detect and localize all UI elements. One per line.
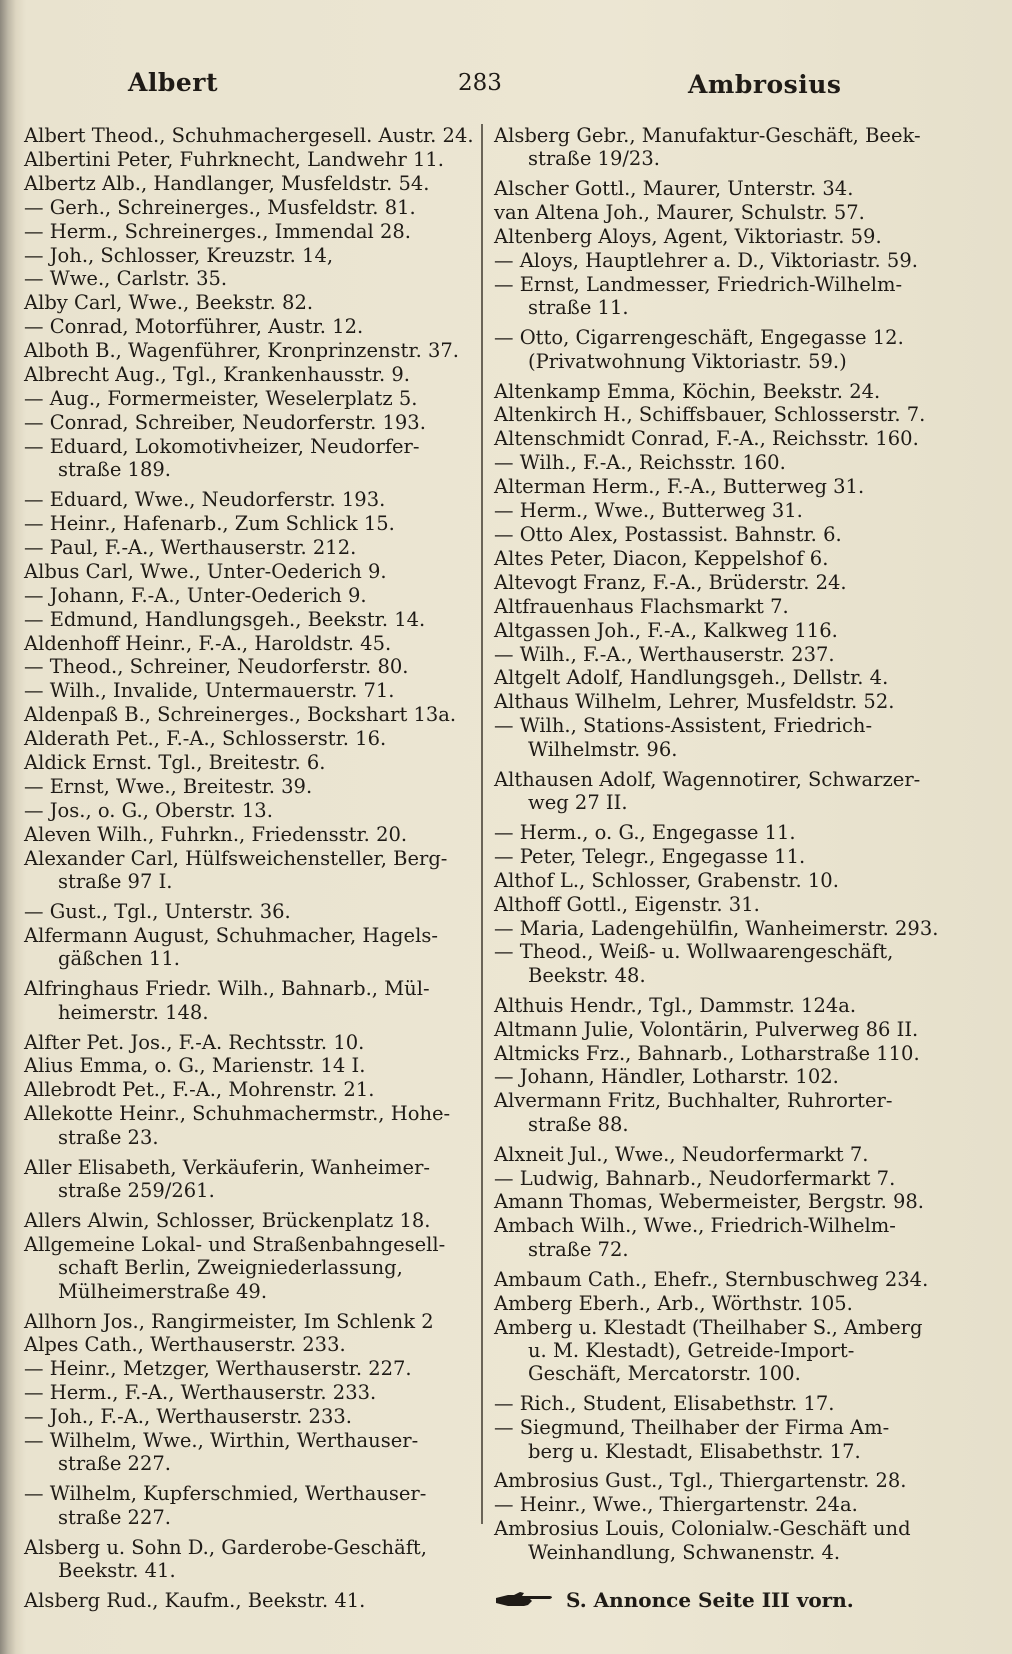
entry-line: — Wilhelm, Wwe., Wirthin, Werthauser- [24, 1429, 419, 1453]
entry-continuation: straße 19/23. [528, 147, 660, 171]
directory-entry [24, 124, 474, 147]
entry-line: Altes Peter, Diacon, Keppelshof 6. [494, 546, 829, 570]
entry-line: — Conrad, Motorführer, Austr. 12. [24, 315, 364, 339]
entry-continuation: straße 72. [528, 1237, 629, 1261]
entry-continuation: straße 227. [58, 1452, 171, 1476]
entry-line: Altenschmidt Conrad, F.-A., Reichsstr. 160. [494, 427, 919, 451]
directory-entry [24, 244, 462, 267]
directory-entry [494, 403, 926, 427]
directory-entry [24, 488, 462, 511]
directory-entry [24, 315, 462, 338]
directory-entry [24, 727, 462, 750]
entry-continuation: Weinhandlung, Schwanenstr. 4. [528, 1540, 841, 1564]
entry-continuation: heimerstr. 148. [58, 1000, 209, 1024]
directory-entry [24, 196, 462, 219]
entry-line: Ambaum Cath., Ehefr., Sternbuschweg 234. [494, 1267, 929, 1291]
directory-entry [24, 977, 462, 1024]
entry-line: Alby Carl, Wwe., Beekstr. 82. [24, 291, 314, 315]
entry-line: Alxneit Jul., Wwe., Neudorfermarkt 7. [494, 1142, 869, 1166]
directory-entry [24, 1156, 462, 1203]
entry-continuation: straße 23. [58, 1125, 159, 1149]
entry-line: Alsberg Gebr., Manufaktur-Geschäft, Beek- [494, 124, 921, 147]
entry-line: Altenkamp Emma, Köchin, Beekstr. 24. [494, 379, 881, 403]
entry-line: — Herm., F.-A., Werthauserstr. 233. [24, 1381, 377, 1405]
directory-entry [494, 451, 920, 474]
header-right-keyword: Ambrosius [688, 70, 842, 99]
annonce-reference [494, 1589, 920, 1612]
entry-line: — Heinr., Hafenarb., Zum Schlick 15. [24, 512, 395, 535]
directory-entry [494, 690, 920, 713]
entry-line: Althuis Hendr., Tgl., Dammstr. 124a. [494, 993, 857, 1017]
directory-entry [494, 1214, 920, 1261]
entry-line: Althof L., Schlosser, Grabenstr. 10. [494, 868, 839, 892]
entry-line: Allgemeine Lokal- und Straßenbahngesell- [24, 1232, 446, 1256]
directory-entry [494, 821, 920, 844]
entry-line: — Joh., Schlosser, Kreuzstr. 14, [24, 243, 334, 267]
directory-entry [24, 1589, 462, 1612]
directory-entry [494, 225, 920, 248]
entry-line: — Heinr., Wwe., Thiergartenstr. 24a. [494, 1493, 858, 1517]
directory-entry [24, 632, 462, 655]
entry-line: Altevogt Franz, F.-A., Brüderstr. 24. [494, 570, 847, 594]
entry-line: Altenkirch H., Schiffsbauer, Schlosserstr. 7. [494, 403, 926, 427]
entry-continuation: Beekstr. 48. [528, 963, 646, 987]
entry-line: Allekotte Heinr., Schuhmachermstr., Hohe- [24, 1102, 451, 1126]
directory-entry [494, 1392, 920, 1415]
entry-line: Altmann Julie, Volontärin, Pulverweg 86 II. [494, 1017, 919, 1041]
directory-entry [24, 536, 462, 559]
entry-line: — Otto Alex, Postassist. Bahnstr. 6. [494, 523, 842, 546]
entry-line: — Wilh., Invalide, Untermauerstr. 71. [24, 679, 395, 703]
entry-line: Allebrodt Pet., F.-A., Mohrenstr. 21. [24, 1078, 375, 1102]
directory-entry [24, 1209, 462, 1232]
directory-entry [24, 148, 462, 171]
entry-line: Ambach Wilh., Wwe., Friedrich-Wilhelm- [494, 1214, 896, 1238]
entry-line: — Heinr., Metzger, Werthauserstr. 227. [24, 1357, 412, 1381]
directory-entry [494, 595, 920, 618]
directory-entry [494, 427, 920, 450]
directory-entry [494, 893, 920, 916]
entry-line: Albert Theod., Schuhmachergesell. Austr. 24. [24, 124, 474, 147]
directory-entry [494, 619, 920, 642]
entry-line: — Jos., o. G., Oberstr. 13. [24, 798, 273, 822]
directory-entry [494, 380, 920, 403]
directory-entry [494, 1267, 929, 1291]
entry-continuation: straße 88. [528, 1112, 629, 1136]
entry-line: Alboth B., Wagenführer, Kronprinzenstr. 37. [24, 339, 459, 363]
directory-entry [494, 475, 920, 498]
entry-line: Albertini Peter, Fuhrknecht, Landwehr 11. [24, 147, 445, 171]
directory-entry [24, 775, 462, 798]
entry-line: — Theod., Weiß- u. Wollwaarengeschäft, [494, 940, 894, 964]
directory-entry [494, 940, 920, 987]
entry-line: Althausen Adolf, Wagennotirer, Schwarzer- [494, 767, 921, 791]
directory-entry [494, 326, 920, 373]
entry-line: Albrecht Aug., Tgl., Krankenhausstr. 9. [24, 363, 410, 387]
entry-line: — Wwe., Carlstr. 35. [24, 267, 228, 291]
directory-entry [494, 1469, 920, 1492]
entry-line: Aller Elisabeth, Verkäuferin, Wanheimer- [24, 1155, 431, 1179]
directory-entry [24, 679, 462, 702]
entry-continuation: u. M. Klestadt), Getreide-Import- [528, 1338, 855, 1362]
entry-line: Alexander Carl, Hülfsweichensteller, Berg- [24, 846, 448, 870]
directory-entry [24, 1233, 462, 1303]
directory-entry [24, 339, 462, 362]
directory-entry [24, 291, 462, 314]
entry-line: — Conrad, Schreiber, Neudorferstr. 193. [24, 410, 426, 434]
entry-line: — Ernst, Landmesser, Friedrich-Wilhelm- [494, 272, 903, 296]
directory-entry [494, 571, 920, 594]
entry-line: Altfrauenhaus Flachsmarkt 7. [494, 594, 789, 618]
directory-entry [24, 1381, 462, 1404]
entry-line: Alsberg u. Sohn D., Garderobe-Geschäft, [24, 1535, 427, 1559]
directory-entry [24, 1405, 462, 1428]
directory-entry [494, 1190, 925, 1214]
entry-line: Alvermann Fritz, Buchhalter, Ruhrorter- [494, 1089, 893, 1113]
entry-continuation: Geschäft, Mercatorstr. 100. [528, 1362, 801, 1386]
entry-line: — Wilh., F.-A., Werthauserstr. 237. [494, 642, 835, 666]
entry-line: Aldenhoff Heinr., F.-A., Haroldstr. 45. [24, 631, 392, 655]
entry-line: — Wilh., F.-A., Reichsstr. 160. [494, 451, 786, 475]
directory-entry [24, 703, 462, 726]
entry-line: Aleven Wilh., Fuhrkn., Friedensstr. 20. [24, 822, 408, 846]
entry-line: Alscher Gottl., Maurer, Unterstr. 34. [494, 177, 854, 201]
directory-entry [494, 1065, 920, 1088]
entry-line: Ambrosius Gust., Tgl., Thiergartenstr. 28. [494, 1469, 907, 1493]
directory-entry [494, 523, 920, 546]
directory-entry [24, 1357, 462, 1380]
entry-line: Alpes Cath., Werthauserstr. 233. [24, 1333, 346, 1357]
directory-entry [24, 608, 462, 631]
entry-line: — Aug., Formermeister, Weselerplatz 5. [24, 386, 418, 410]
left-column [24, 124, 474, 1613]
entry-line: Alterman Herm., F.-A., Butterweg 31. [494, 475, 865, 499]
entry-line: Althoff Gottl., Eigenstr. 31. [494, 892, 760, 916]
entry-line: Althaus Wilhelm, Lehrer, Musfeldstr. 52. [494, 690, 895, 714]
entry-line: — Wilhelm, Kupferschmied, Werthauser- [24, 1482, 427, 1506]
directory-entry [24, 1078, 462, 1101]
directory-entry [494, 1493, 920, 1516]
entry-gap [494, 1565, 920, 1571]
page-number: 283 [458, 70, 502, 96]
directory-entry [494, 1143, 920, 1166]
entry-line: Aldenpaß B., Schreinerges., Bockshart 13a. [24, 703, 457, 727]
directory-entry [24, 267, 462, 290]
directory-entry [24, 1482, 462, 1529]
entry-line: Altmicks Frz., Bahnarb., Lotharstraße 110. [494, 1041, 920, 1065]
entry-line: — Maria, Ladengehülfin, Wanheimerstr. 293. [494, 916, 939, 940]
entry-line: Alsberg Rud., Kaufm., Beekstr. 41. [24, 1588, 366, 1612]
entry-line: — Joh., F.-A., Werthauserstr. 233. [24, 1405, 352, 1429]
directory-entry [494, 547, 920, 570]
entry-line: Altgassen Joh., F.-A., Kalkweg 116. [494, 618, 838, 642]
entry-line: Alfter Pet. Jos., F.-A. Rechtsstr. 10. [24, 1030, 365, 1054]
entry-line: — Johann, F.-A., Unter-Oederich 9. [24, 583, 367, 607]
directory-entry [494, 768, 920, 815]
directory-entry [24, 1054, 462, 1077]
directory-entry [494, 1018, 920, 1041]
entry-line: — Edmund, Handlungsgeh., Beekstr. 14. [24, 607, 426, 631]
entry-line: — Rich., Student, Elisabethstr. 17. [494, 1392, 835, 1416]
entry-continuation: straße 97 I. [58, 870, 173, 894]
entry-line: — Ernst, Wwe., Breitestr. 39. [24, 774, 313, 798]
entry-line: — Eduard, Lokomotivheizer, Neudorfer- [24, 434, 420, 458]
header-left-keyword: Albert [128, 68, 218, 97]
directory-entry [24, 924, 462, 971]
directory-entry [24, 435, 462, 482]
entry-line: — Eduard, Wwe., Neudorferstr. 193. [24, 488, 386, 512]
directory-entry [24, 584, 462, 607]
directory-entry [24, 751, 462, 774]
entry-line: — Otto, Cigarrengeschäft, Engegasse 12. [494, 326, 904, 350]
entry-line: Altgelt Adolf, Handlungsgeh., Dellstr. 4. [494, 666, 889, 690]
directory-entry [494, 845, 920, 868]
directory-entry [24, 1031, 462, 1054]
directory-entry [24, 512, 462, 535]
directory-entry [24, 387, 462, 410]
entry-line: Aldick Ernst. Tgl., Breitestr. 6. [24, 751, 326, 775]
entry-line: — Ludwig, Bahnarb., Neudorfermarkt 7. [494, 1166, 896, 1190]
directory-entry [494, 1517, 920, 1564]
directory-entry [24, 172, 462, 195]
directory-entry [24, 799, 462, 822]
directory-entry [24, 1429, 462, 1476]
directory-entry [494, 273, 920, 320]
directory-entry [494, 249, 920, 272]
directory-entry [24, 900, 462, 923]
directory-entry [24, 1536, 462, 1583]
entry-line: — Peter, Telegr., Engegasse 11. [494, 844, 806, 868]
directory-entry [24, 220, 462, 243]
directory-entry [494, 1089, 920, 1136]
directory-entry [494, 714, 920, 761]
page-header [0, 68, 1012, 108]
entry-line: — Johann, Händler, Lotharstr. 102. [494, 1065, 839, 1089]
directory-entry [494, 643, 920, 666]
entry-continuation: Wilhelmstr. 96. [528, 737, 678, 761]
entry-line: Alius Emma, o. G., Marienstr. 14 I. [24, 1054, 366, 1078]
directory-entry [494, 499, 920, 522]
entry-line: Allhorn Jos., Rangirmeister, Im Schlenk 2 [24, 1309, 434, 1333]
entry-line: Ambrosius Louis, Colonialw.-Geschäft und [494, 1517, 911, 1541]
directory-entry [494, 1416, 920, 1463]
directory-entry [494, 1315, 923, 1386]
entry-line: Altenberg Aloys, Agent, Viktoriastr. 59. [494, 225, 882, 249]
entry-continuation: (Privatwohnung Viktoriastr. 59.) [528, 349, 847, 373]
entry-line: Amann Thomas, Webermeister, Bergstr. 98. [494, 1190, 925, 1214]
directory-entry [24, 823, 462, 846]
entry-line: Alfringhaus Friedr. Wilh., Bahnarb., Mül- [24, 977, 430, 1001]
entry-line: Alfermann August, Schuhmacher, Hagels- [24, 923, 438, 947]
directory-entry [494, 916, 939, 940]
entry-line: — Herm., Schreinerges., Immendal 28. [24, 219, 411, 243]
directory-entry [494, 869, 920, 892]
directory-entry [24, 560, 462, 583]
entry-continuation: straße 189. [58, 458, 171, 482]
entry-line: — Paul, F.-A., Werthauserstr. 212. [24, 535, 357, 559]
directory-entry [24, 411, 462, 434]
annonce-reference-text: S. Annonce Seite III vorn. [566, 1587, 854, 1612]
directory-entry [24, 1102, 462, 1149]
entry-continuation: Mülheimerstraße 49. [58, 1279, 268, 1303]
directory-entry [494, 994, 920, 1017]
entry-line: van Altena Joh., Maurer, Schulstr. 57. [494, 201, 865, 225]
entry-line: Amberg u. Klestadt (Theilhaber S., Amberg [494, 1315, 923, 1339]
column-divider [481, 124, 483, 1524]
entry-continuation: straße 259/261. [58, 1178, 215, 1202]
entry-line: — Herm., Wwe., Butterweg 31. [494, 499, 803, 523]
directory-entry [24, 1310, 462, 1333]
entry-line: Amberg Eberh., Arb., Wörthstr. 105. [494, 1291, 853, 1315]
directory-entry [24, 363, 462, 386]
entry-continuation: Beekstr. 41. [58, 1559, 176, 1583]
entry-line: — Herm., o. G., Engegasse 11. [494, 820, 796, 844]
directory-entry [494, 666, 920, 689]
directory-entry [494, 124, 920, 171]
entry-line: Allers Alwin, Schlosser, Brückenplatz 18. [24, 1208, 431, 1232]
pointing-hand-icon [494, 1591, 556, 1609]
directory-entry [24, 1333, 462, 1356]
entry-continuation: straße 227. [58, 1505, 171, 1529]
right-column [494, 124, 939, 1612]
entry-line: Alderath Pet., F.-A., Schlosserstr. 16. [24, 727, 387, 751]
entry-line: — Siegmund, Theilhaber der Firma Am- [494, 1416, 890, 1440]
entry-line: Albus Carl, Wwe., Unter-Oederich 9. [24, 559, 387, 583]
entry-continuation: straße 11. [528, 296, 629, 320]
entry-line: — Wilh., Stations-Assistent, Friedrich- [494, 714, 873, 738]
entry-continuation: schaft Berlin, Zweigniederlassung, [58, 1256, 403, 1280]
entry-continuation: gäßchen 11. [58, 947, 180, 971]
entry-continuation: weg 27 II. [528, 790, 628, 814]
directory-entry [494, 1167, 920, 1190]
directory-entry [494, 1042, 920, 1065]
entry-line: — Aloys, Hauptlehrer a. D., Viktoriastr. 59. [494, 249, 918, 273]
directory-entry [494, 1292, 920, 1315]
entry-line: — Gust., Tgl., Unterstr. 36. [24, 900, 291, 923]
directory-entry [494, 177, 920, 200]
entry-continuation: berg u. Klestadt, Elisabethstr. 17. [528, 1439, 861, 1463]
directory-entry [24, 847, 462, 894]
directory-entry [494, 201, 920, 224]
directory-entry [24, 655, 462, 678]
entry-line: — Theod., Schreiner, Neudorferstr. 80. [24, 655, 409, 679]
entry-line: Albertz Alb., Handlanger, Musfeldstr. 54. [24, 171, 430, 195]
entry-line: — Gerh., Schreinerges., Musfeldstr. 81. [24, 195, 416, 219]
